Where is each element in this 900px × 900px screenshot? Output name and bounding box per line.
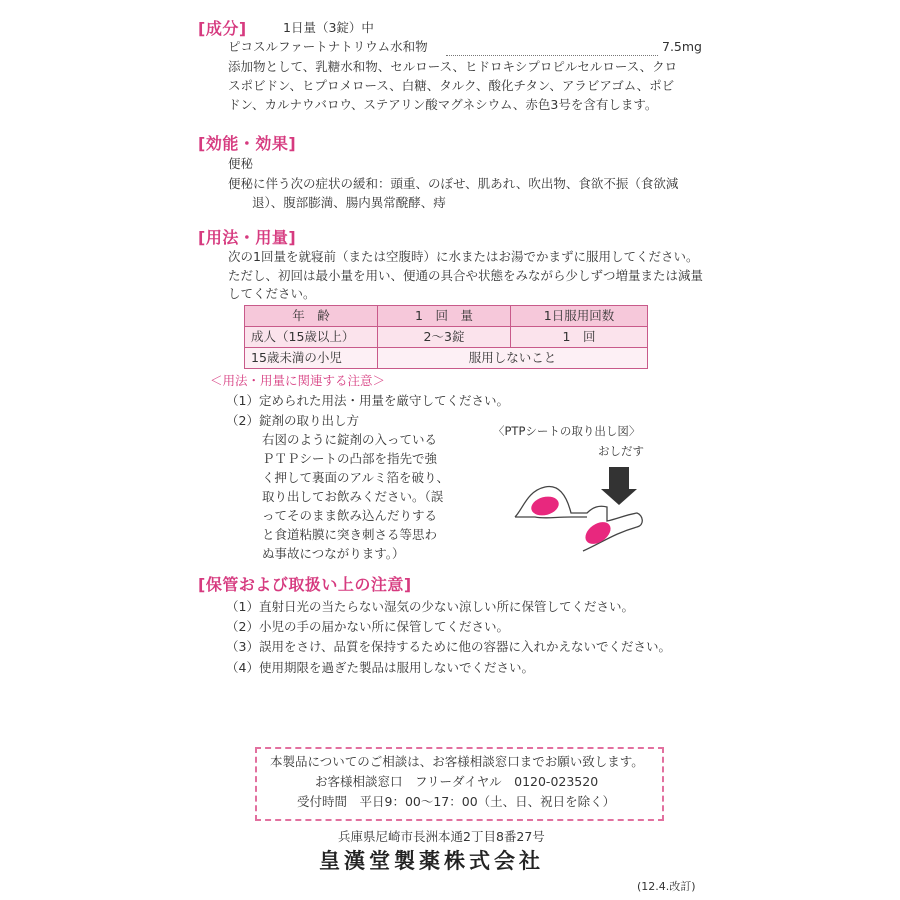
note2-body-4: 取り出してお飲みください。（誤 xyxy=(262,489,444,504)
row2-instruction: 服用しないこと xyxy=(378,348,648,369)
contact-box xyxy=(255,747,664,821)
storage-item-3: （3）誤用をさけ、品質を保持するために他の容器に入れかえないでください。 xyxy=(226,639,671,654)
additives-line-1: 添加物として、乳糖水和物、セルロース、ヒドロキシプロピルセルロース、クロ xyxy=(228,59,678,74)
dosage-table xyxy=(244,305,648,369)
usage-note-1: （1）定められた用法・用量を厳守してください。 xyxy=(226,393,509,408)
table-row xyxy=(245,348,648,369)
header-dose: 1 回 量 xyxy=(378,306,511,327)
table-row xyxy=(245,327,648,348)
note2-body-2: ＰＴＰシートの凸部を指先で強 xyxy=(262,451,438,466)
storage-item-2: （2）小児の手の届かない所に保管してください。 xyxy=(226,619,509,634)
usage-note-2: （2）錠剤の取り出し方 xyxy=(226,413,359,428)
usage-text-1: 次の1回量を就寝前（または空腹時）に水またはお湯でかまずに服用してください。 xyxy=(228,249,699,264)
company-name: 皇漢堂製薬株式会社 xyxy=(319,849,544,873)
note2-body-1: 右図のように錠剤の入っている xyxy=(262,432,438,447)
ptp-diagram-illustration xyxy=(505,455,655,555)
storage-heading: [保管および取扱い上の注意] xyxy=(198,575,412,594)
row1-age: 成人（15歳以上） xyxy=(245,327,378,348)
daily-dose-label: 1日量（3錠）中 xyxy=(283,20,374,35)
usage-text-2: ただし、初回は最小量を用い、便通の具合や状態をみながら少しずつ増量または減量 xyxy=(228,268,704,283)
contact-line-1: 本製品についてのご相談は、お客様相談窓口までお願い致します。 xyxy=(270,754,644,769)
table-header-row xyxy=(245,306,648,327)
ptp-sheet-base xyxy=(515,517,587,518)
push-arrow-icon xyxy=(601,467,637,505)
leader-dots xyxy=(446,43,658,56)
company-address: 兵庫県尼崎市長洲本通2丁目8番27号 xyxy=(338,829,545,844)
additives-line-2: スポビドン、ヒプロメロース、白糖、タルク、酸化チタン、アラビアゴム、ポビ xyxy=(228,78,675,93)
efficacy-line-3: 退）、腹部膨満、腸内異常醗酵、痔 xyxy=(252,195,446,210)
contact-line-2: お客様相談窓口 フリーダイヤル 0120-023520 xyxy=(315,774,599,789)
efficacy-line-2: 便秘に伴う次の症状の緩和：頭重、のぼせ、肌あれ、吹出物、食欲不振（食欲減 xyxy=(228,176,679,191)
row1-frequency: 1 回 xyxy=(511,327,648,348)
usage-heading: [用法・用量] xyxy=(198,228,297,247)
efficacy-line-1: 便秘 xyxy=(228,156,254,171)
efficacy-heading: [効能・効果] xyxy=(198,134,297,153)
row1-dose: 2〜3錠 xyxy=(378,327,511,348)
tablet-in-blister-icon xyxy=(529,494,561,519)
revision-date: (12.4.改訂) xyxy=(637,880,696,893)
note2-body-5: ってそのまま飲み込んだりする xyxy=(262,508,438,523)
additives-line-3: ドン、カルナウバロウ、ステアリン酸マグネシウム、赤色3号を含有します。 xyxy=(228,97,658,112)
header-age: 年 齢 xyxy=(245,306,378,327)
contact-line-3: 受付時間 平日9：00〜17：00（土、日、祝日を除く） xyxy=(297,794,616,809)
note2-body-6: と食道粘膜に突き刺さる等思わ xyxy=(262,527,438,542)
storage-item-4: （4）使用期限を過ぎた製品は服用しないでください。 xyxy=(226,660,534,675)
usage-text-3: してください。 xyxy=(228,286,316,301)
ingredients-heading: [成分] xyxy=(198,19,247,38)
active-ingredient-name: ピコスルファートナトリウム水和物 xyxy=(228,39,428,54)
storage-item-1: （1）直射日光の当たらない湿気の少ない涼しい所に保管してください。 xyxy=(226,599,634,614)
usage-notes-heading: ＜用法・用量に関連する注意＞ xyxy=(210,373,386,388)
note2-body-3: く押して裏面のアルミ箔を破り、 xyxy=(262,470,450,485)
header-frequency: 1日服用回数 xyxy=(511,306,648,327)
ptp-diagram-caption: 〈PTPシートの取り出し図〉 xyxy=(493,424,641,438)
active-ingredient-amount: 7.5mg xyxy=(662,39,702,54)
push-label: おしだす xyxy=(598,444,644,458)
note2-body-7: ぬ事故につながります。） xyxy=(262,546,405,561)
row2-age: 15歳未満の小児 xyxy=(245,348,378,369)
